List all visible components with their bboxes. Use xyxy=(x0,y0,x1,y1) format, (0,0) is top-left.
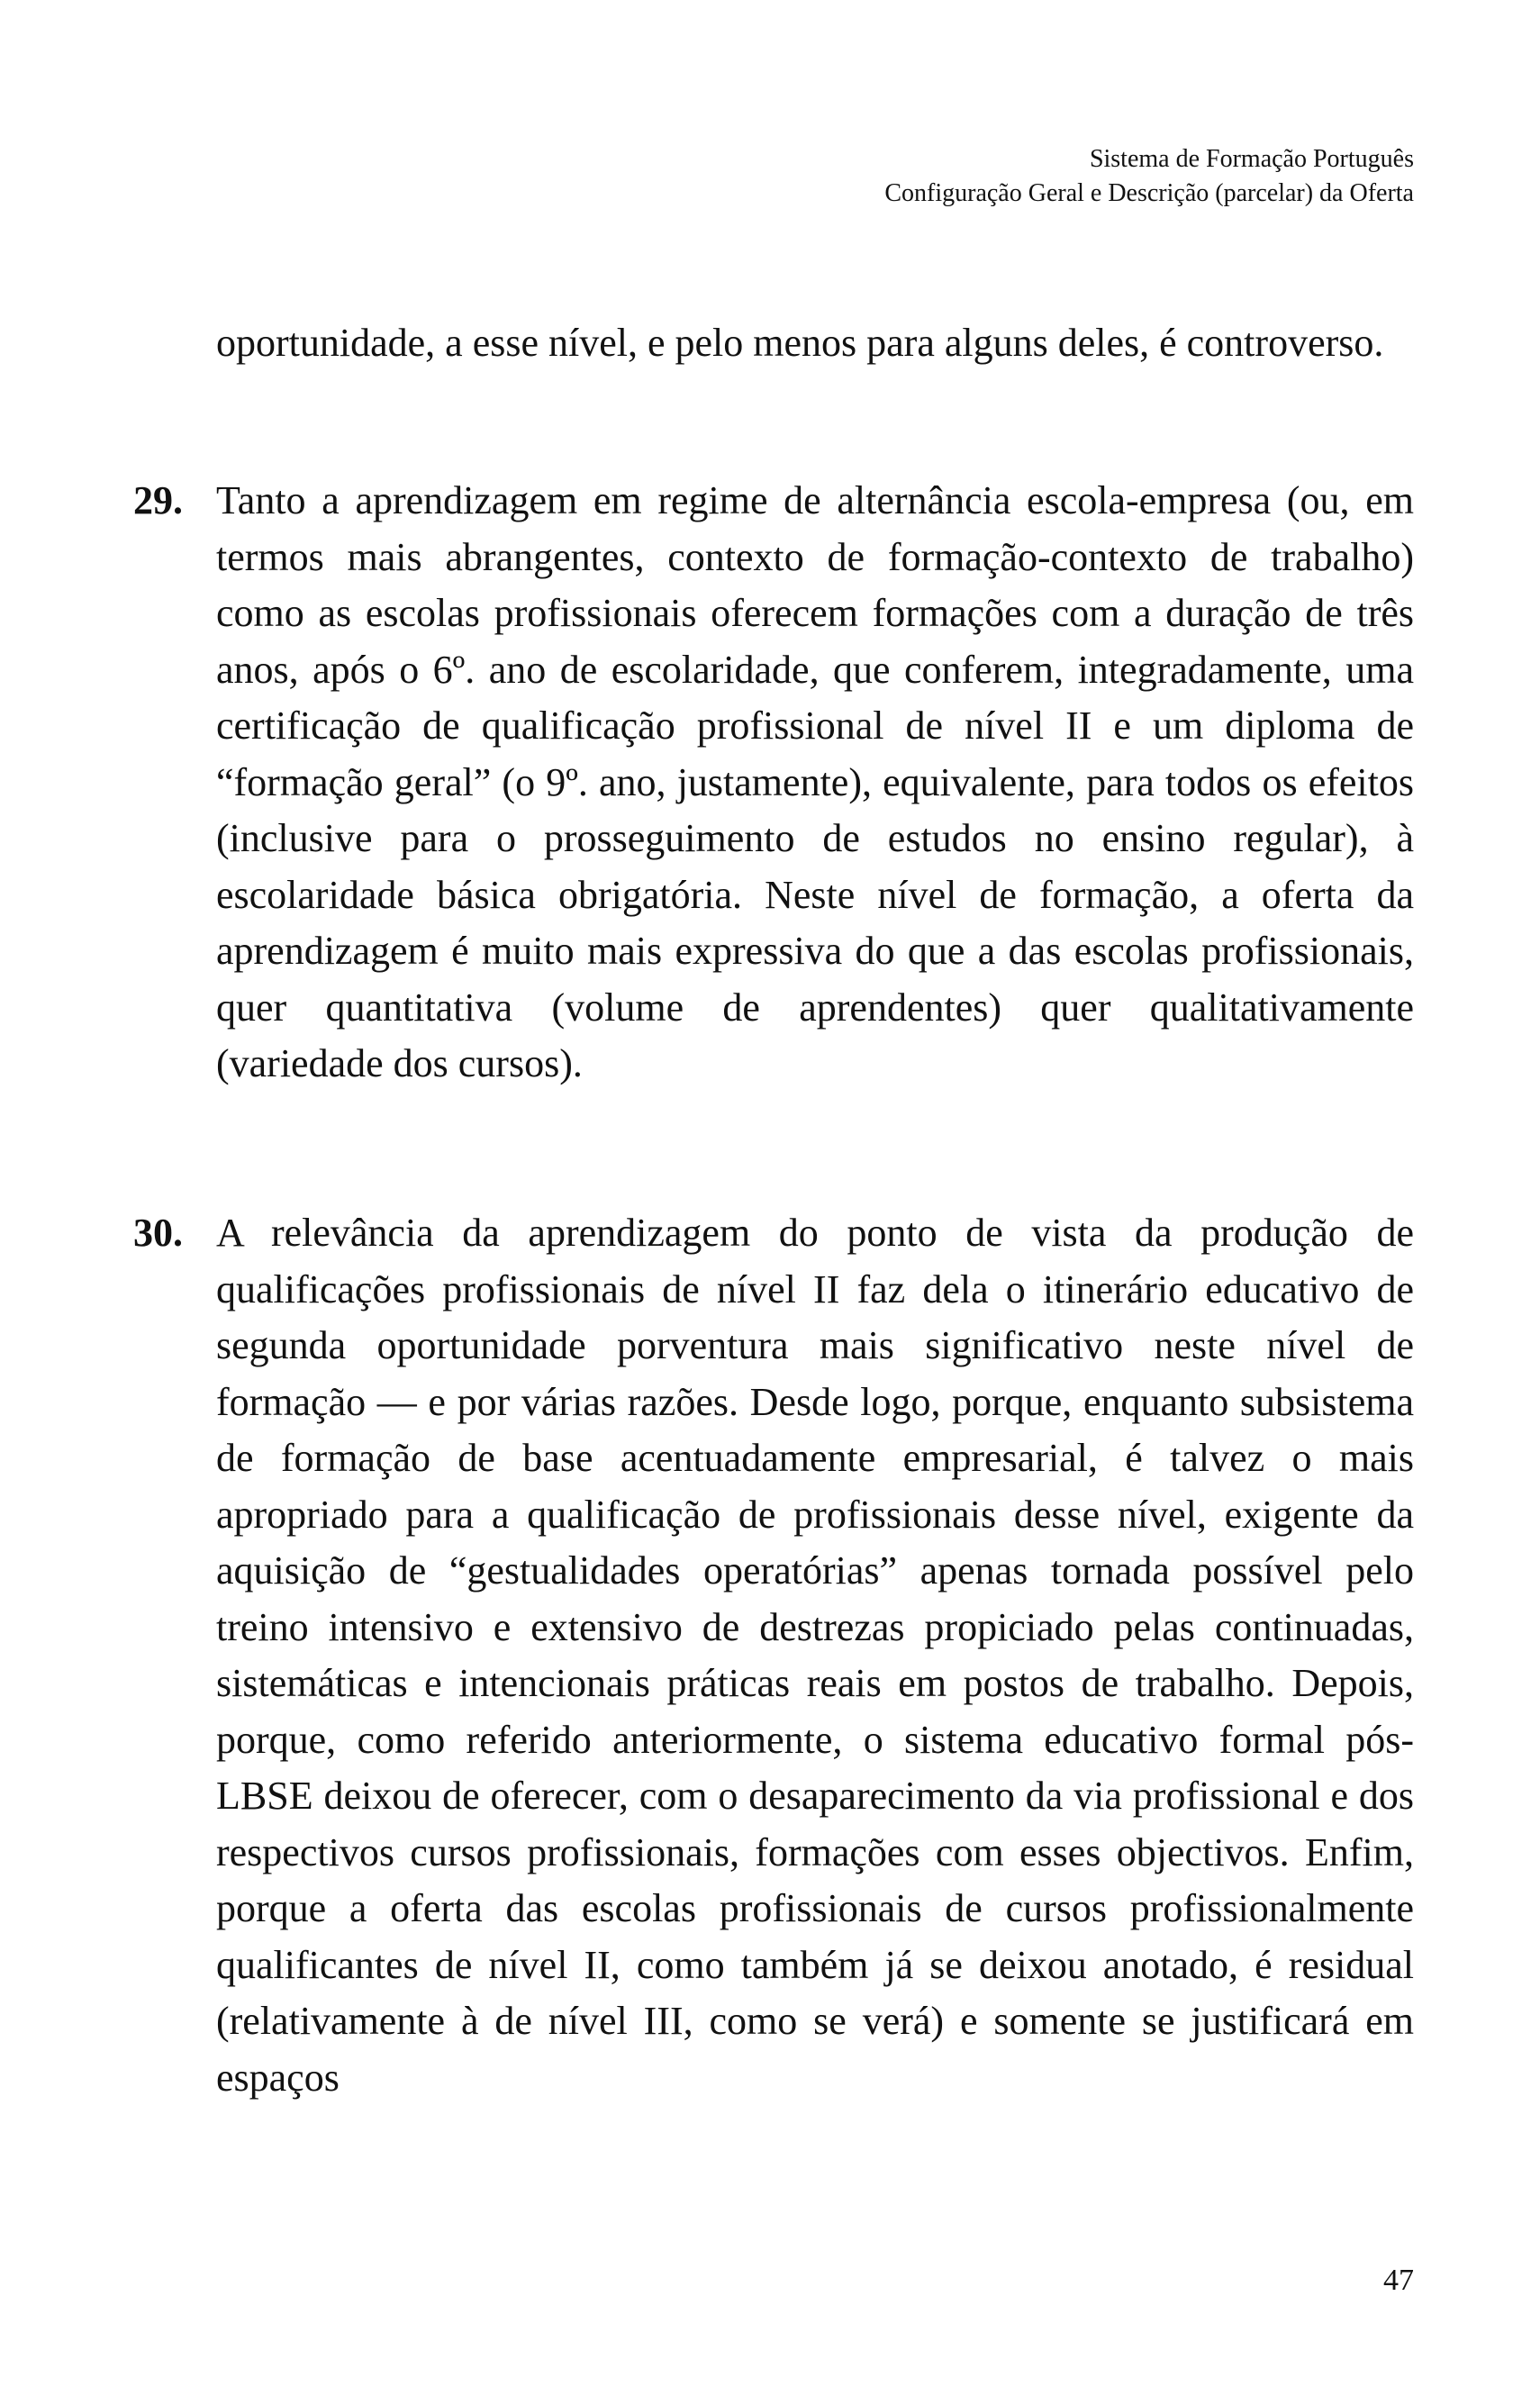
paragraph-text: Tanto a aprendizagem em regime de alternância escola-empresa (ou, em termos mais abrangentes, contexto de formação-contexto de trabalho) como as escolas profissionais oferecem formações com a duração de três anos, após o 6º. ano de escolaridade, que conferem, integradamente, uma certificação de qualificação profissional de nível II e um diploma de “formação geral” (o 9º. ano, justamente), equivalente, para todos os efeitos (inclusive para o prosseguimento de estudos no ensino regular), à escolaridade básica obrigatória. Neste nível de formação, a oferta da aprendizagem é muito mais expressiva do que a das escolas profissionais, quer quantitativa (volume de aprendentes) quer qualitativamente (variedade dos cursos). xyxy=(216,478,1414,1085)
running-header xyxy=(884,142,1414,211)
paragraph-text: A relevância da aprendizagem do ponto de vista da produção de qualificações profissionais de nível II faz dela o itinerário educativo de segunda oportunidade porventura mais significativo neste nível de formação — e por várias razões. Desde logo, porque, enquanto subsistema de formação de base acentuadamente empresarial, é talvez o mais apropriado para a qualificação de profissionais desse nível, exigente da aquisição de “gestualidades operatórias” apenas tornada possível pelo treino intensivo e extensivo de destrezas propiciado pelas continuadas, sistemáticas e intencionais práticas reais em postos de trabalho. Depois, porque, como referido anteriormente, o sistema educativo formal pós-LBSE deixou de oferecer, com o desaparecimento da via profissional e dos respectivos cursos profissionais, formações com esses objectivos. Enfim, porque a oferta das escolas profissionais de cursos profissionalmente qualificantes de nível II, como também já se deixou anotado, é residual (relativamente à de nível III, como se verá) e somente se justificará em espaços xyxy=(216,1211,1414,2100)
paragraph-number: 30. xyxy=(133,1211,183,1255)
header-subtitle: Configuração Geral e Descrição (parcelar) da Oferta xyxy=(884,179,1414,207)
header-title: Sistema de Formação Português xyxy=(1089,145,1414,173)
page-number: 47 xyxy=(1383,2264,1414,2297)
paragraph-30 xyxy=(133,1205,1414,2106)
continued-paragraph: oportunidade, a esse nível, e pelo menos para alguns deles, é controverso. xyxy=(216,321,1384,365)
paragraph-number: 29. xyxy=(133,478,183,522)
paragraph-29 xyxy=(133,473,1414,1093)
